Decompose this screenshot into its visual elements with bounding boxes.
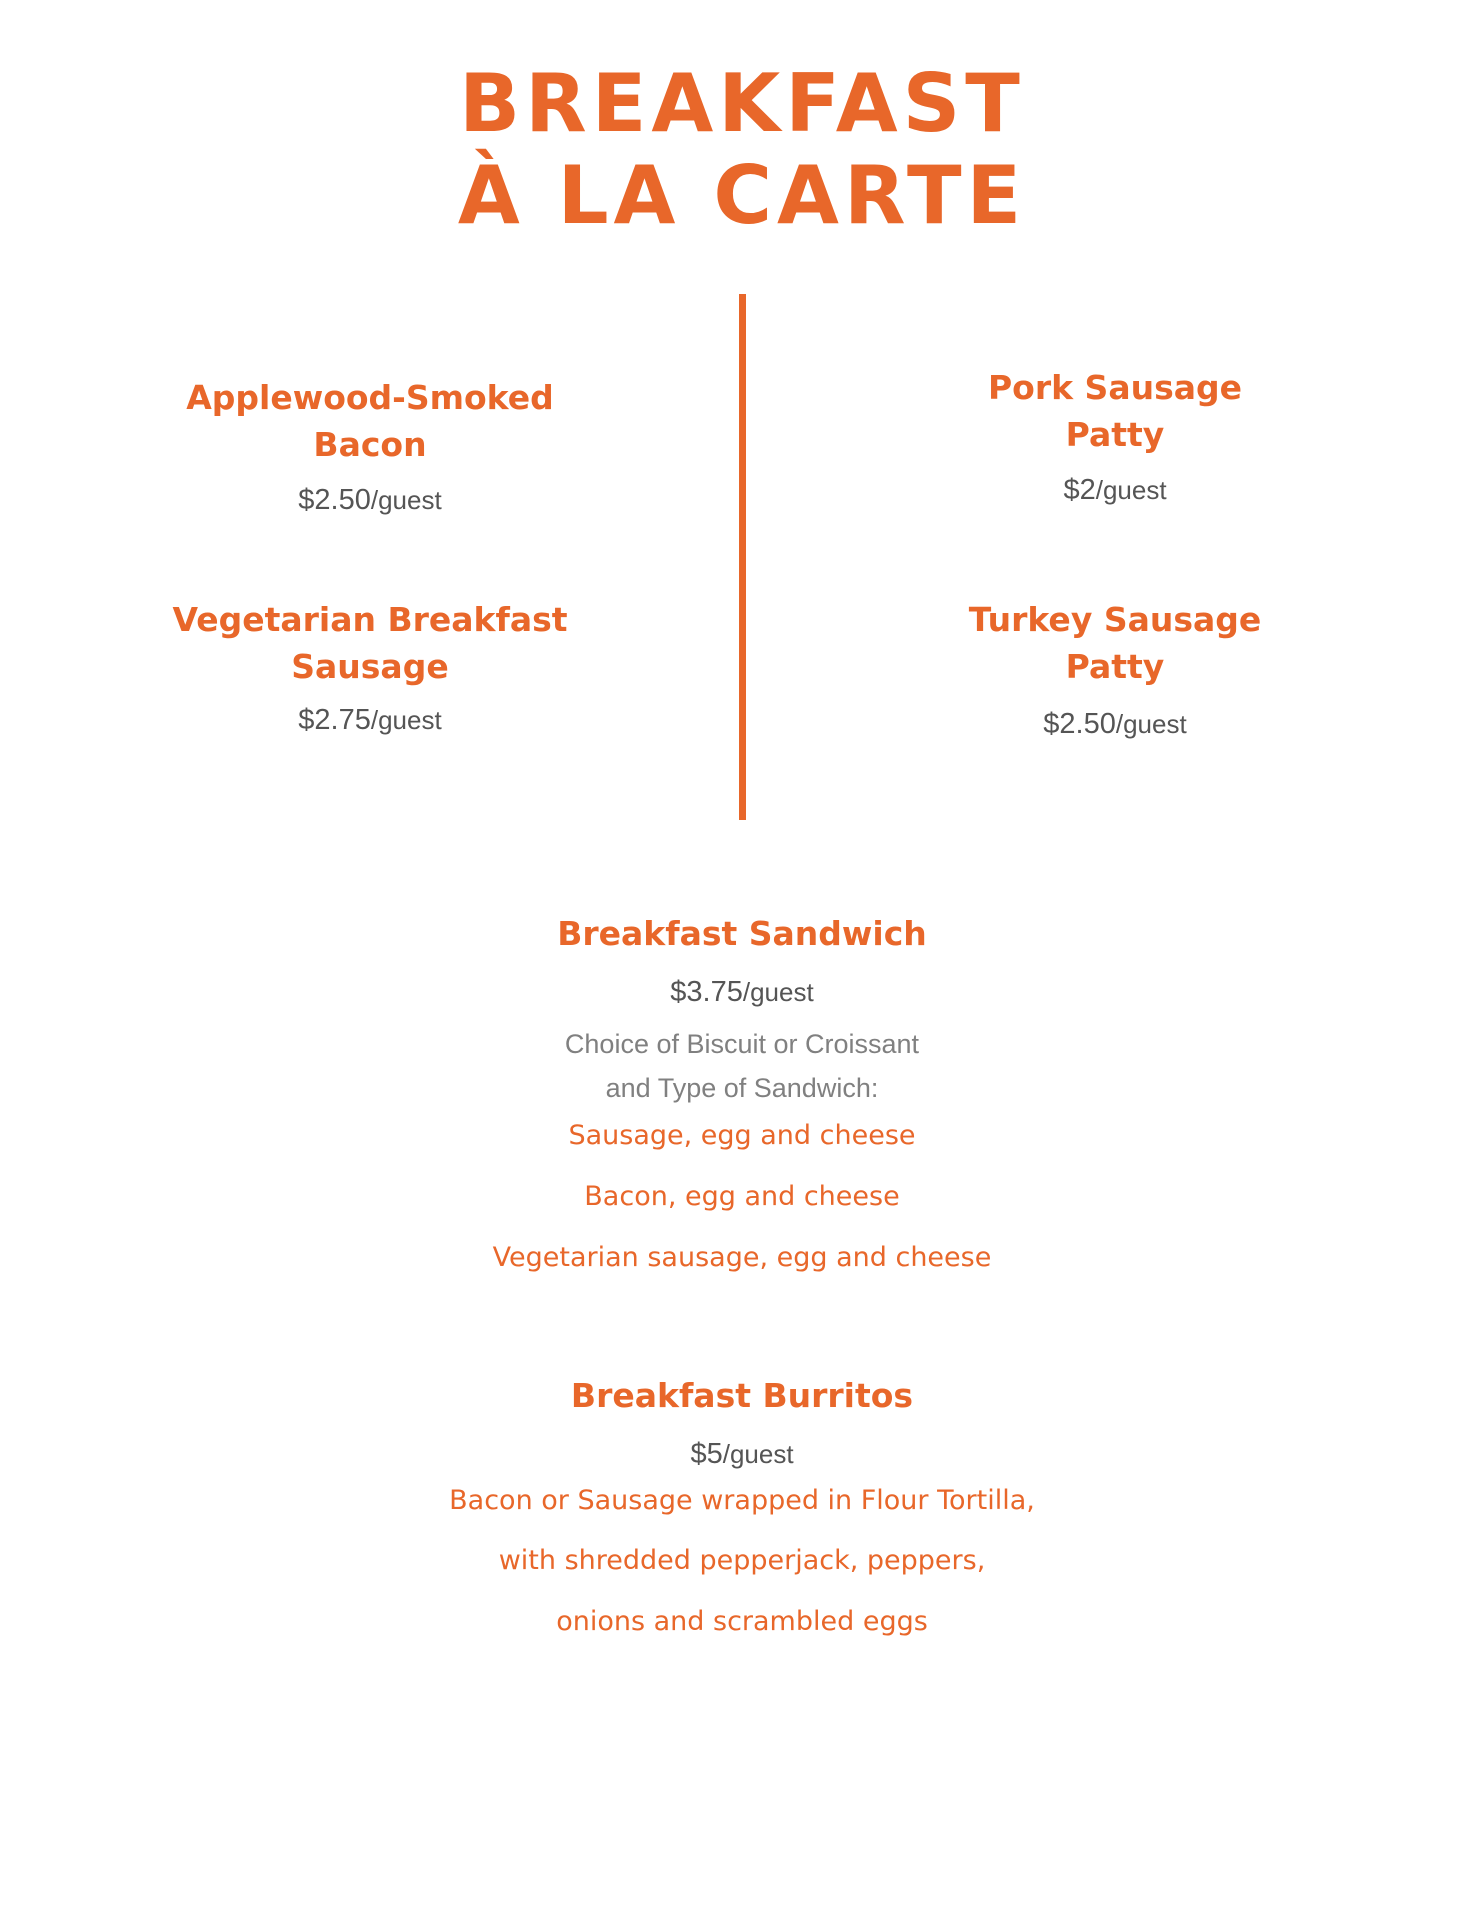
item-name: Breakfast Sandwich [557,914,927,953]
item-name [170,374,570,468]
item-price [915,472,1315,508]
item-price [170,482,570,518]
item-name-line: Patty [1065,415,1165,454]
burrito-description-line: onions and scrambled eggs [556,1606,928,1637]
item-price [170,702,570,738]
item-price [0,974,1484,1010]
price-unit: /guest [742,977,814,1007]
item-name-line: Vegetarian Breakfast [172,600,568,639]
item-name-line: Patty [1065,647,1165,686]
price-amount: $5 [690,1438,723,1470]
item-name [915,596,1315,690]
item-name: Breakfast Burritos [570,1376,914,1415]
item-price [0,1436,1484,1472]
price-amount: $2.75 [298,704,371,736]
item-name-line: Applewood-Smoked [186,378,554,417]
burrito-description-line: Bacon or Sausage wrapped in Flour Tortilla, [449,1485,1035,1516]
sandwich-option: Bacon, egg and cheese [584,1181,900,1212]
price-unit: /guest [370,705,442,735]
item-name-line: Turkey Sausage [968,600,1262,639]
sandwich-option: Vegetarian sausage, egg and cheese [492,1242,992,1273]
item-name [915,364,1315,458]
column-divider [739,294,746,820]
sandwich-option: Sausage, egg and cheese [568,1120,916,1151]
price-unit: /guest [1095,475,1167,505]
item-name-line: Bacon [313,425,427,464]
burrito-description-line: with shredded pepperjack, peppers, [498,1545,986,1576]
price-amount: $3.75 [670,976,743,1008]
menu-title-line-1: BREAKFAST [459,57,1025,150]
item-price [915,706,1315,742]
price-amount: $2.50 [1043,708,1116,740]
price-unit: /guest [370,485,442,515]
sandwich-note-line: Choice of Biscuit or Croissant [564,1029,920,1059]
price-amount: $2.50 [298,484,371,516]
item-name-line: Sausage [291,647,449,686]
price-unit: /guest [1115,709,1187,739]
price-amount: $2 [1063,474,1096,506]
price-unit: /guest [722,1439,794,1469]
sandwich-note-line: and Type of Sandwich: [605,1073,879,1103]
menu-title-line-2: À LA CARTE [457,149,1027,242]
item-name-line: Pork Sausage [987,368,1242,407]
item-name [170,596,570,690]
